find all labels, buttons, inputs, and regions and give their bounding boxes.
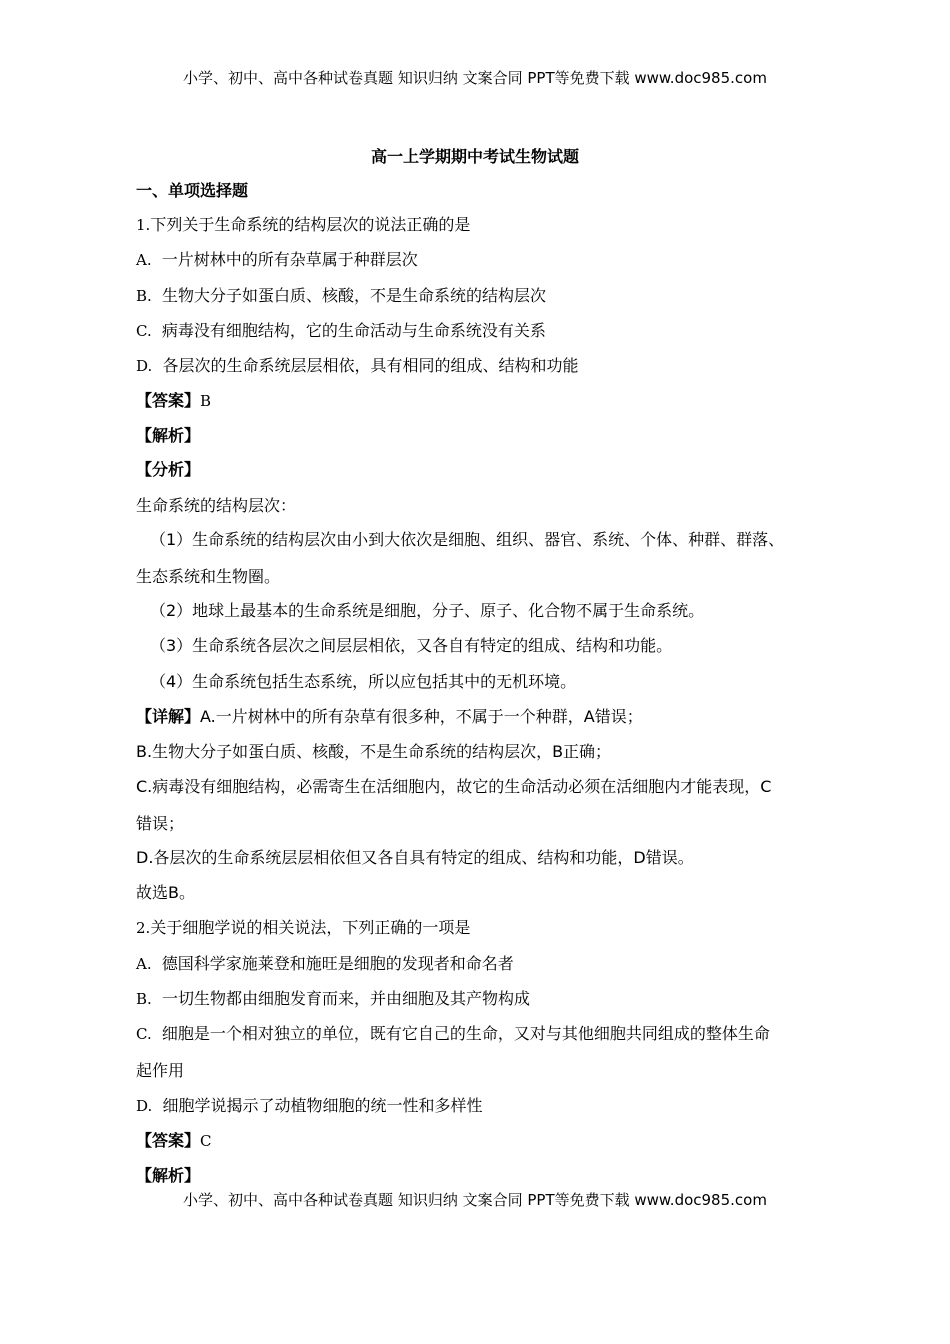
q2-option-a (136, 954, 514, 974)
q1-option-b (136, 286, 546, 306)
page-header: 小学、初中、高中各种试卷真题 知识归纳 文案合同 PPT等免费下载 www.doc985.com (183, 69, 767, 87)
option-text: 病毒没有细胞结构，它的生命活动与生命系统没有关系 (161, 321, 546, 340)
option-text: 各层次的生命系统层层相依，具有相同的组成、结构和功能 (162, 356, 579, 375)
answer-label: 【答案】 (136, 1131, 201, 1150)
q1-point-1: （1）生命系统的结构层次由小到大依次是细胞、组织、器官、系统、个体、种群、群落、 (150, 530, 785, 549)
q1-detail-b: B.生物大分子如蛋白质、核酸，不是生命系统的结构层次，B正确； (136, 742, 612, 761)
question-number: 2. (136, 919, 151, 937)
option-letter: C. (136, 322, 152, 340)
option-letter: B. (136, 287, 152, 305)
question-1-stem (136, 215, 470, 235)
q1-option-d (136, 356, 578, 376)
answer-label: 【答案】 (136, 391, 201, 410)
q1-conclusion: 故选B。 (136, 883, 195, 902)
q1-analysis-label: 【解析】 (136, 426, 201, 445)
q1-point-4: （4）生命系统包括生态系统，所以应包括其中的无机环境。 (150, 672, 577, 691)
q1-answer (136, 391, 211, 411)
option-text: 一切生物都由细胞发育而来，并由细胞及其产物构成 (161, 989, 530, 1008)
answer-value: C (200, 1132, 212, 1150)
option-text: 生物大分子如蛋白质、核酸，不是生命系统的结构层次 (161, 286, 546, 305)
option-letter: A. (136, 251, 152, 269)
q1-fenxi-label: 【分析】 (136, 460, 201, 479)
document-title: 高一上学期期中考试生物试题 (370, 147, 579, 166)
q1-point-1-cont: 生态系统和生物圈。 (136, 567, 281, 586)
q1-intro: 生命系统的结构层次： (136, 496, 297, 515)
q2-option-b (136, 989, 530, 1009)
option-text: 一片树林中的所有杂草属于种群层次 (161, 250, 418, 269)
q1-detail-a (136, 707, 643, 727)
option-letter: B. (136, 990, 152, 1008)
q1-detail-c: C.病毒没有细胞结构，必需寄生在活细胞内，故它的生命活动必须在活细胞内才能表现，C (136, 777, 772, 796)
q2-option-d (136, 1096, 482, 1116)
question-2-stem (136, 918, 470, 938)
q1-detail-d: D.各层次的生命系统层层相依但又各自具有特定的组成、结构和功能，D错误。 (136, 848, 694, 867)
q1-option-c (136, 321, 546, 341)
q1-point-3: （3）生命系统各层次之间层层相依，又各自有特定的组成、结构和功能。 (150, 636, 673, 655)
q1-point-2: （2）地球上最基本的生命系统是细胞，分子、原子、化合物不属于生命系统。 (150, 601, 705, 620)
option-letter: C. (136, 1025, 152, 1043)
option-text: 德国科学家施莱登和施旺是细胞的发现者和命名者 (161, 954, 514, 973)
option-letter: A. (136, 955, 152, 973)
answer-value: B (200, 392, 212, 410)
question-text: 下列关于生命系统的结构层次的说法正确的是 (150, 215, 471, 234)
question-number: 1. (136, 216, 151, 234)
option-text: 细胞是一个相对独立的单位，既有它自己的生命，又对与其他细胞共同组成的整体生命 (161, 1024, 770, 1043)
detail-text: A.一片树林中的所有杂草有很多种，不属于一个种群，A错误； (200, 707, 643, 726)
question-text: 关于细胞学说的相关说法，下列正确的一项是 (150, 918, 471, 937)
page-footer: 小学、初中、高中各种试卷真题 知识归纳 文案合同 PPT等免费下载 www.doc985.com (183, 1191, 767, 1209)
option-letter: D. (136, 357, 153, 375)
q2-answer (136, 1131, 212, 1151)
q2-option-c-cont: 起作用 (136, 1061, 185, 1080)
q2-option-c (136, 1024, 770, 1044)
option-letter: D. (136, 1097, 153, 1115)
q2-analysis-label: 【解析】 (136, 1166, 201, 1185)
section-heading: 一、单项选择题 (136, 181, 249, 200)
q1-detail-c-cont: 错误； (136, 814, 185, 833)
q1-option-a (136, 250, 418, 270)
detail-label: 【详解】 (136, 707, 201, 726)
option-text: 细胞学说揭示了动植物细胞的统一性和多样性 (162, 1096, 483, 1115)
